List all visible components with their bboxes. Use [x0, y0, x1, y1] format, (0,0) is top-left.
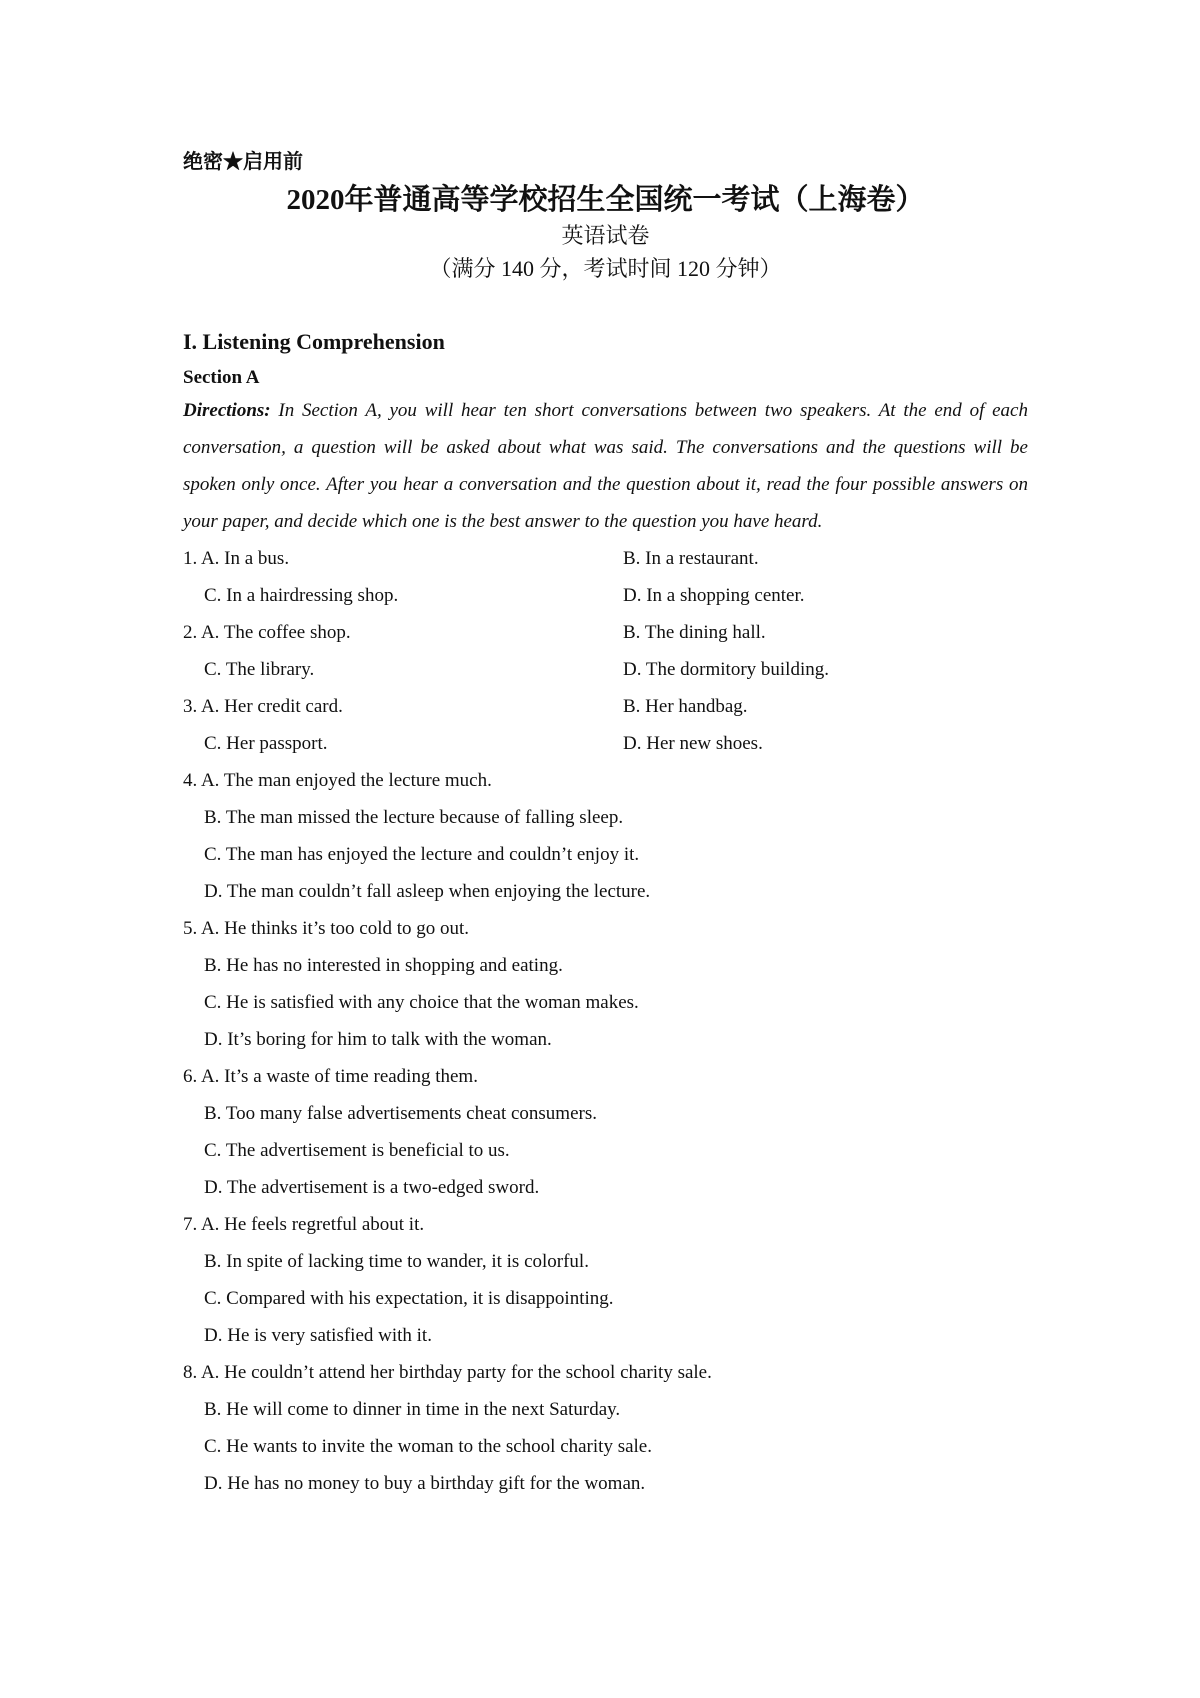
option-row: [183, 1465, 1028, 1502]
question-number: 8.: [183, 1362, 198, 1383]
question-row: [183, 540, 1028, 577]
option-a: A. He thinks it’s too cold to go out.: [200, 918, 470, 939]
option-b: B. Her handbag.: [623, 696, 748, 717]
option-c: C. The library.: [204, 659, 315, 680]
question-row: [183, 1354, 1028, 1391]
option-row: [183, 1021, 1028, 1058]
option-d: D. The dormitory building.: [623, 659, 829, 680]
option-a: A. The man enjoyed the lecture much.: [200, 770, 492, 791]
option-row: [183, 1280, 1028, 1317]
section-title: Section A: [183, 367, 260, 388]
option-row: [183, 1169, 1028, 1206]
option-b: B. The dining hall.: [623, 622, 766, 643]
question-row: [183, 1206, 1028, 1243]
question-row: [183, 1058, 1028, 1095]
question-number: 6.: [183, 1066, 198, 1087]
option-row: [183, 1317, 1028, 1354]
question-number: 3.: [183, 696, 198, 717]
question-number: 5.: [183, 918, 198, 939]
question-list: [183, 540, 1028, 1502]
option-d: D. It’s boring for him to talk with the woman.: [204, 1029, 552, 1050]
question-row: [183, 651, 1028, 688]
option-b: B. The man missed the lecture because of falling sleep.: [204, 807, 624, 828]
option-c: C. Her passport.: [204, 733, 328, 754]
option-a: A. He feels regretful about it.: [200, 1214, 425, 1235]
option-d: D. He has no money to buy a birthday gift for the woman.: [204, 1473, 646, 1494]
question-row: [183, 614, 1028, 651]
option-row: [183, 1132, 1028, 1169]
question-number: 2.: [183, 622, 198, 643]
question-number: 7.: [183, 1214, 198, 1235]
option-b: B. He will come to dinner in time in the next Saturday.: [204, 1399, 621, 1420]
option-b: B. In a restaurant.: [623, 548, 759, 569]
part-title: I. Listening Comprehension: [183, 329, 445, 354]
score-info: （满分 140 分，考试时间 120 分钟）: [429, 256, 782, 281]
option-c: C. In a hairdressing shop.: [204, 585, 399, 606]
exam-page: [183, 148, 1028, 1502]
option-c: C. The advertisement is beneficial to us.: [204, 1140, 510, 1161]
option-b: B. Too many false advertisements cheat consumers.: [204, 1103, 597, 1124]
question-row: [183, 762, 1028, 799]
question-row: [183, 725, 1028, 762]
option-c: C. He is satisfied with any choice that the woman makes.: [204, 992, 639, 1013]
directions-text: In Section A, you will hear ten short conversations between two speakers. At the end of each conversation, a question will be asked about what was said. The conversations and the questions will be spoken only once. After you hear a conversation and the question about it, read the four possible answers on your paper, and decide which one is the best answer to the question you have heard.: [183, 400, 1028, 532]
directions-label: Directions:: [183, 400, 271, 421]
option-d: D. Her new shoes.: [623, 733, 763, 754]
option-c: C. Compared with his expectation, it is disappointing.: [204, 1288, 614, 1309]
option-row: [183, 873, 1028, 910]
option-a: A. It’s a waste of time reading them.: [200, 1066, 478, 1087]
option-a: A. In a bus.: [200, 548, 290, 569]
option-a: A. Her credit card.: [200, 696, 343, 717]
secret-mark: 绝密★启用前: [183, 151, 303, 173]
option-b: B. In spite of lacking time to wander, it is colorful.: [204, 1251, 589, 1272]
option-row: [183, 947, 1028, 984]
exam-title: 2020年普通高等学校招生全国统一考试（上海卷）: [286, 184, 925, 216]
option-a: A. The coffee shop.: [200, 622, 351, 643]
question-row: [183, 577, 1028, 614]
option-row: [183, 1428, 1028, 1465]
option-d: D. The advertisement is a two-edged sword.: [204, 1177, 540, 1198]
option-d: D. The man couldn’t fall asleep when enjoying the lecture.: [204, 881, 651, 902]
option-c: C. He wants to invite the woman to the school charity sale.: [204, 1436, 652, 1457]
question-row: [183, 910, 1028, 947]
option-row: [183, 799, 1028, 836]
exam-subject: 英语试卷: [561, 223, 650, 248]
option-row: [183, 1243, 1028, 1280]
option-b: B. He has no interested in shopping and eating.: [204, 955, 563, 976]
option-row: [183, 1095, 1028, 1132]
option-a: A. He couldn’t attend her birthday party for the school charity sale.: [200, 1362, 712, 1383]
option-row: [183, 984, 1028, 1021]
option-row: [183, 1391, 1028, 1428]
option-d: D. In a shopping center.: [623, 585, 805, 606]
question-number: 4.: [183, 770, 198, 791]
question-row: [183, 688, 1028, 725]
option-row: [183, 836, 1028, 873]
question-number: 1.: [183, 548, 198, 569]
directions: [183, 392, 1028, 540]
option-c: C. The man has enjoyed the lecture and couldn’t enjoy it.: [204, 844, 640, 865]
option-d: D. He is very satisfied with it.: [204, 1325, 432, 1346]
